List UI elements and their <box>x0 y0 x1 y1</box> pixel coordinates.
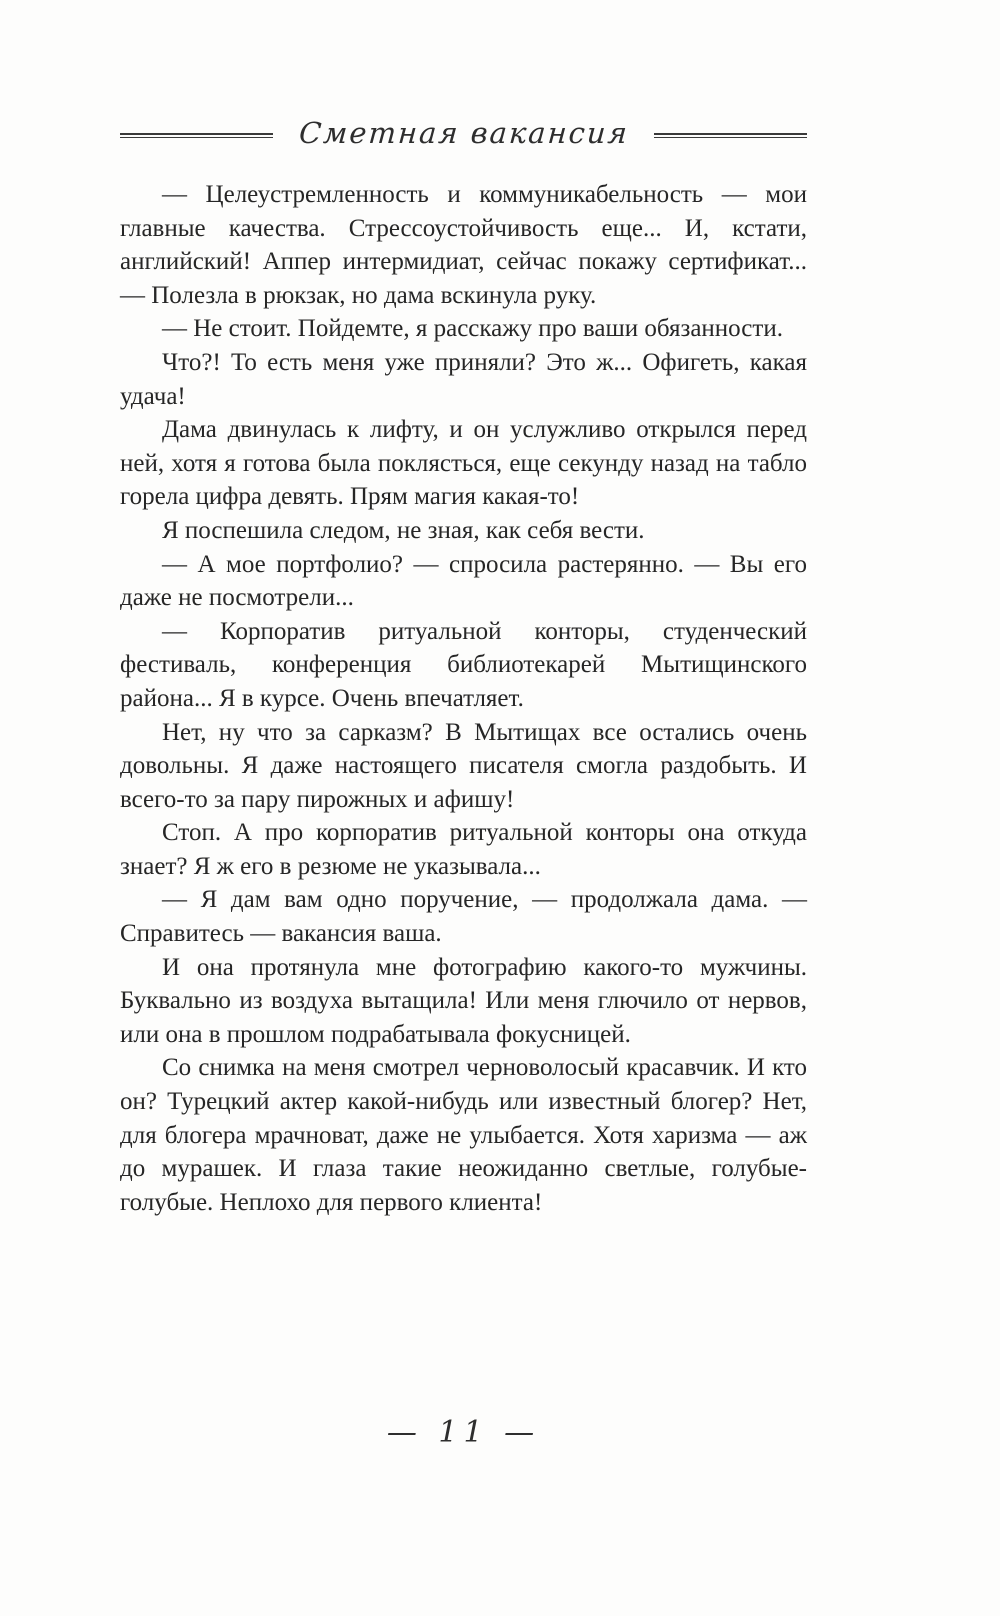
header-rule-left <box>120 133 273 138</box>
paragraph: Я поспешила следом, не зная, как себя вести. <box>162 516 645 544</box>
page-body <box>120 178 807 1219</box>
paragraph: — Корпоратив ритуальной конторы, студенческий фестиваль, конференция библиотекарей Мытищинского района... Я в курсе. Очень впечатляет. <box>120 617 807 712</box>
paragraph: Дама двинулась к лифту, и он услужливо открылся перед ней, хотя я готова была поклясться, еще секунду назад на табло горела цифра девять. Прям магия какая-то! <box>120 416 807 511</box>
page-header <box>120 115 807 152</box>
paragraph: — Не стоит. Пойдемте, я расскажу про ваши обязанности. <box>162 315 783 343</box>
chapter-title: Сметная вакансия <box>297 115 630 150</box>
paragraph: — Целеустремленность и коммуникабельность — мои главные качества. Стрессоустойчивость еще... И, кстати, английский! Аппер интермидиат, сейчас покажу сертификат... — Полезла в рюкзак, но дама вскинула руку. <box>120 181 807 309</box>
paragraph: Нет, ну что за сарказм? В Мытищах все остались очень довольны. Я даже настоящего писателя смогла раздобыть. И всего-то за пару пирожных и афишу! <box>120 718 807 813</box>
paragraph: И она протянула мне фотографию какого-то мужчины. Буквально из воздуха вытащила! Или меня глючило от нервов, или она в прошлом подрабатывала фокусницей. <box>120 953 807 1048</box>
paragraph: Со снимка на меня смотрел черноволосый красавчик. И кто он? Турецкий актер какой-нибудь или известный блогер? Нет, для блогера мрачноват, даже не улыбается. Хотя харизма — аж до мурашек. И глаза такие неожиданно светлые, голубые-голубые. Неплохо для первого клиента! <box>120 1054 807 1216</box>
paragraph: — Я дам вам одно поручение, — продолжала дама. — Справитесь — вакансия ваша. <box>120 886 807 948</box>
page-footer <box>120 1415 807 1450</box>
paragraph: Что?! То есть меня уже приняли? Это ж... Офигеть, какая удача! <box>120 348 807 410</box>
header-rule-right <box>654 133 807 138</box>
paragraph: — А мое портфолио? — спросила растерянно. — Вы его даже не посмотрели... <box>120 550 807 612</box>
paragraph: Стоп. А про корпоратив ритуальной конторы она откуда знает? Я ж его в резюме не указывала... <box>120 819 807 880</box>
page-number: — 11 — <box>386 1415 541 1450</box>
